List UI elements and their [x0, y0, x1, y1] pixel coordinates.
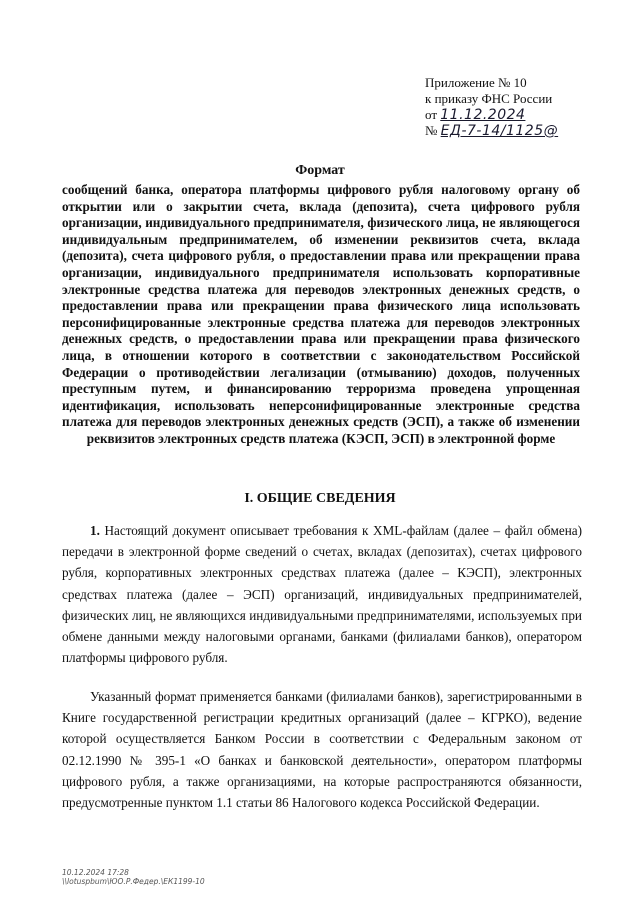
order-reference: к приказу ФНС России	[425, 91, 553, 106]
print-timestamp: 10.12.2024 17:28	[62, 868, 129, 877]
order-number-handwritten: ЕД-7-14/1125@	[440, 123, 559, 139]
order-date-handwritten: 11.12.2024	[440, 107, 526, 123]
file-path: \\lotuspbum\ЮО.Р.Федер.\ЕК1199-10	[62, 877, 205, 886]
paragraph-item-1	[62, 520, 582, 668]
item-1-text: Настоящий документ описывает требования к XML-файлам (далее – файл обмена) передачи в электронной форме сведений о счетах, вкладах (депозитах), счетах цифрового рубля, корпоративных электронных средствах платежа (далее – КЭСП), электронных средствах платежа (далее – ЭСП) организаций, индивидуальных предпринимателей, физических лиц, не являющихся индивидуальными предпринимателями, используемых при обмене данными между налоговыми органами, банками (филиалами банков), оператором платформы цифрового рубля.	[62, 523, 582, 666]
section-heading-general: I. ОБЩИЕ СВЕДЕНИЯ	[244, 491, 396, 506]
order-date-prefix: от	[425, 107, 438, 122]
order-number-prefix: №	[425, 123, 438, 138]
appendix-number: Приложение № 10	[425, 75, 527, 90]
order-number-line	[425, 123, 625, 139]
document-subtitle: сообщений банка, оператора платформы цифрового рубля налоговому органу об открытии или о закрытии счета, вклада (депозита), счета цифрового рубля организации, индивидуального предпринимателя, физического лица, не являющегося индивидуальным предпринимателем, об изменении реквизитов счета, вклада (депозита), счета цифрового рубля, о предоставлении права или прекращении права организации, индивидуального предпринимателя использовать корпоративные электронные средства платежа для переводов электронных денежных средств, о предоставлении права или прекращении права физического лица использовать персонифицированные электронные средства платежа для переводов электронных денежных средств, о предоставлении права или прекращении права физического лица, в отношении которого в соответствии с законодательством Российской Федерации о противодействии легализации (отмыванию) доходов, полученных преступным путем, и финансированию терроризма проведена упрощенная идентификация, использовать неперсонифицированные электронные средства платежа для переводов электронных денежных средств (ЭСП), а также об изменении реквизитов электронных средств платежа (КЭСП, ЭСП) в электронной форме	[62, 182, 580, 446]
document-title: Формат	[295, 163, 345, 178]
order-header	[425, 75, 625, 139]
item-number: 1.	[90, 523, 100, 538]
print-stamp	[62, 868, 205, 886]
paragraph-format-scope	[62, 686, 582, 813]
order-date-line	[425, 107, 625, 123]
format-scope-text: Указанный формат применяется банками (филиалами банков), зарегистрированными в Книге государственной регистрации кредитных организаций (далее – КГРКО), ведение которой осуществляется Банком России в соответствии с Федеральным законом от 02.12.1990 № 395-1 «О банках и банковской деятельности», оператором платформы цифрового рубля, а также организациями, на которые распространяются обязанности, предусмотренные пунктом 1.1 статьи 86 Налогового кодекса Российской Федерации.	[62, 689, 582, 811]
